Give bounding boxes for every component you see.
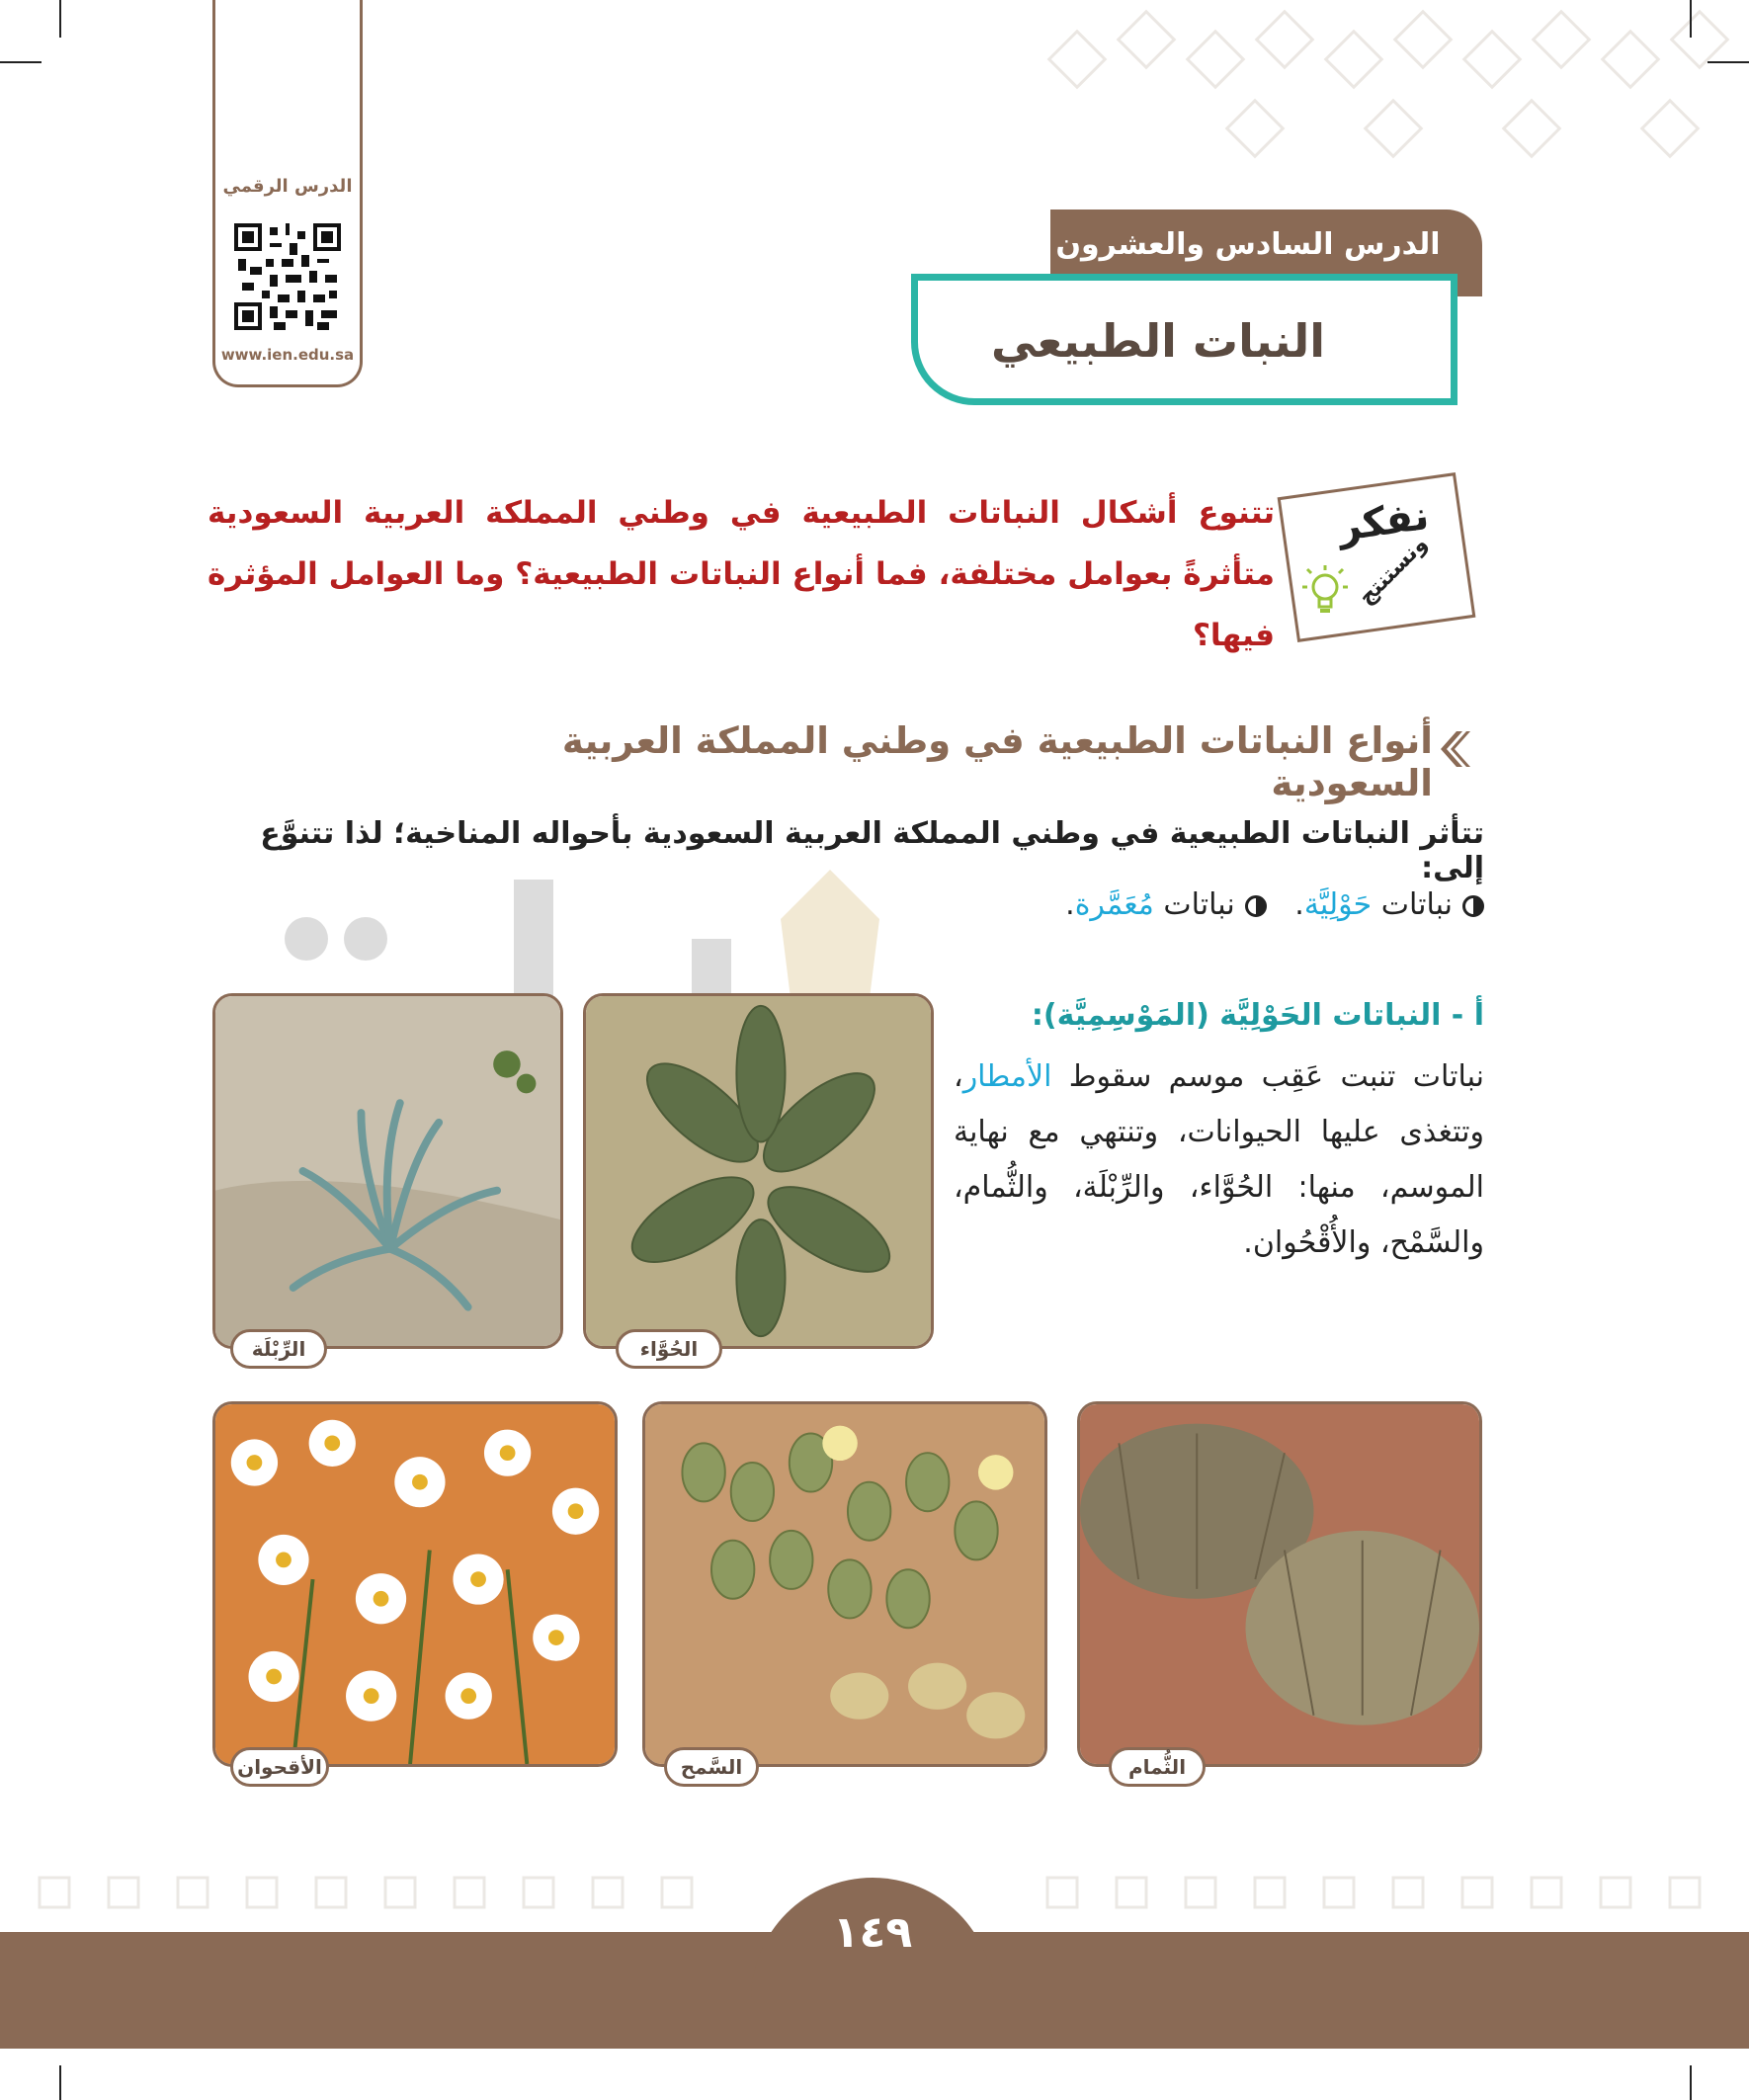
crop-mark <box>1707 61 1749 63</box>
photo-huwwa <box>583 993 934 1349</box>
lesson-title: النبات الطبيعي <box>990 314 1325 368</box>
type-perennial: مُعَمَّرة <box>1074 887 1154 922</box>
lightbulb-icon <box>1302 563 1348 623</box>
section-paragraph: تتأثر النباتات الطبيعية في وطني المملكة العربية السعودية بأحواله المناخية؛ لذا تتنوَّع إلى: <box>260 816 1484 885</box>
bullet-icon <box>1462 895 1484 917</box>
geometric-pattern-top <box>1038 0 1749 178</box>
type-annual: حَوْلِيَّة <box>1303 887 1373 922</box>
crop-mark <box>59 0 61 38</box>
type-prefix: نباتات <box>1380 887 1453 922</box>
crop-mark <box>59 2065 61 2100</box>
caption-thumam: الثُّمام <box>1109 1747 1206 1787</box>
think-badge-subtitle: ونستنتج <box>1354 531 1433 611</box>
caption-uqhuwan: الأقحوان <box>230 1747 329 1787</box>
bullet-icon <box>1245 895 1267 917</box>
crop-mark <box>0 61 42 63</box>
crop-mark <box>1690 0 1692 38</box>
subsection-a-title: أ - النباتات الحَوْلِيَّة (المَوْسِمِيَّة): <box>1031 998 1484 1033</box>
digital-lesson-label: الدرس الرقمي <box>222 176 353 197</box>
annual-desc-part1: نباتات تنبت عَقِب موسم سقوط <box>1051 1059 1484 1094</box>
annual-desc-part2: ، وتتغذى عليها الحيوانات، وتنتهي مع نهاية الموسم، منها: الحُوَّاء، والرِّبْلَة، والثُّمام، والسَّمْح، والأُقْحُوان. <box>954 1059 1484 1260</box>
photo-samh <box>642 1401 1047 1767</box>
site-url[interactable]: www.ien.edu.sa <box>220 346 355 364</box>
plant-types-list: نباتات حَوْلِيَّة. نباتات مُعَمَّرة. <box>889 887 1484 922</box>
crop-mark <box>1690 2065 1692 2100</box>
caption-rabla: الرِّبْلَة <box>230 1329 327 1369</box>
lesson-number-label: الدرس السادس والعشرون <box>1055 227 1441 262</box>
page-number: ١٤٩ <box>832 1907 913 1958</box>
caption-huwwa: الحُوَّاء <box>616 1329 722 1369</box>
type-prefix: نباتات <box>1163 887 1235 922</box>
photo-uqhuwan <box>212 1401 618 1767</box>
think-badge-title: نفكر <box>1335 492 1432 551</box>
chevron-left-icon <box>1433 727 1472 771</box>
photo-rabla <box>212 993 563 1349</box>
qr-code-icon[interactable] <box>234 223 341 330</box>
caption-samh: السَّمح <box>664 1747 759 1787</box>
intro-question: تتنوع أشكال النباتات الطبيعية في وطني المملكة العربية السعودية متأثرةً بعوامل مختلفة، فما أنواع النباتات الطبيعية؟ وما العوامل المؤثرة فيها؟ <box>208 495 1275 653</box>
photo-thumam <box>1077 1401 1482 1767</box>
rain-keyword: الأمطار <box>962 1059 1052 1094</box>
section-title: أنواع النباتات الطبيعية في وطني المملكة العربية السعودية <box>561 719 1433 804</box>
annual-plants-description <box>954 1050 1484 1271</box>
